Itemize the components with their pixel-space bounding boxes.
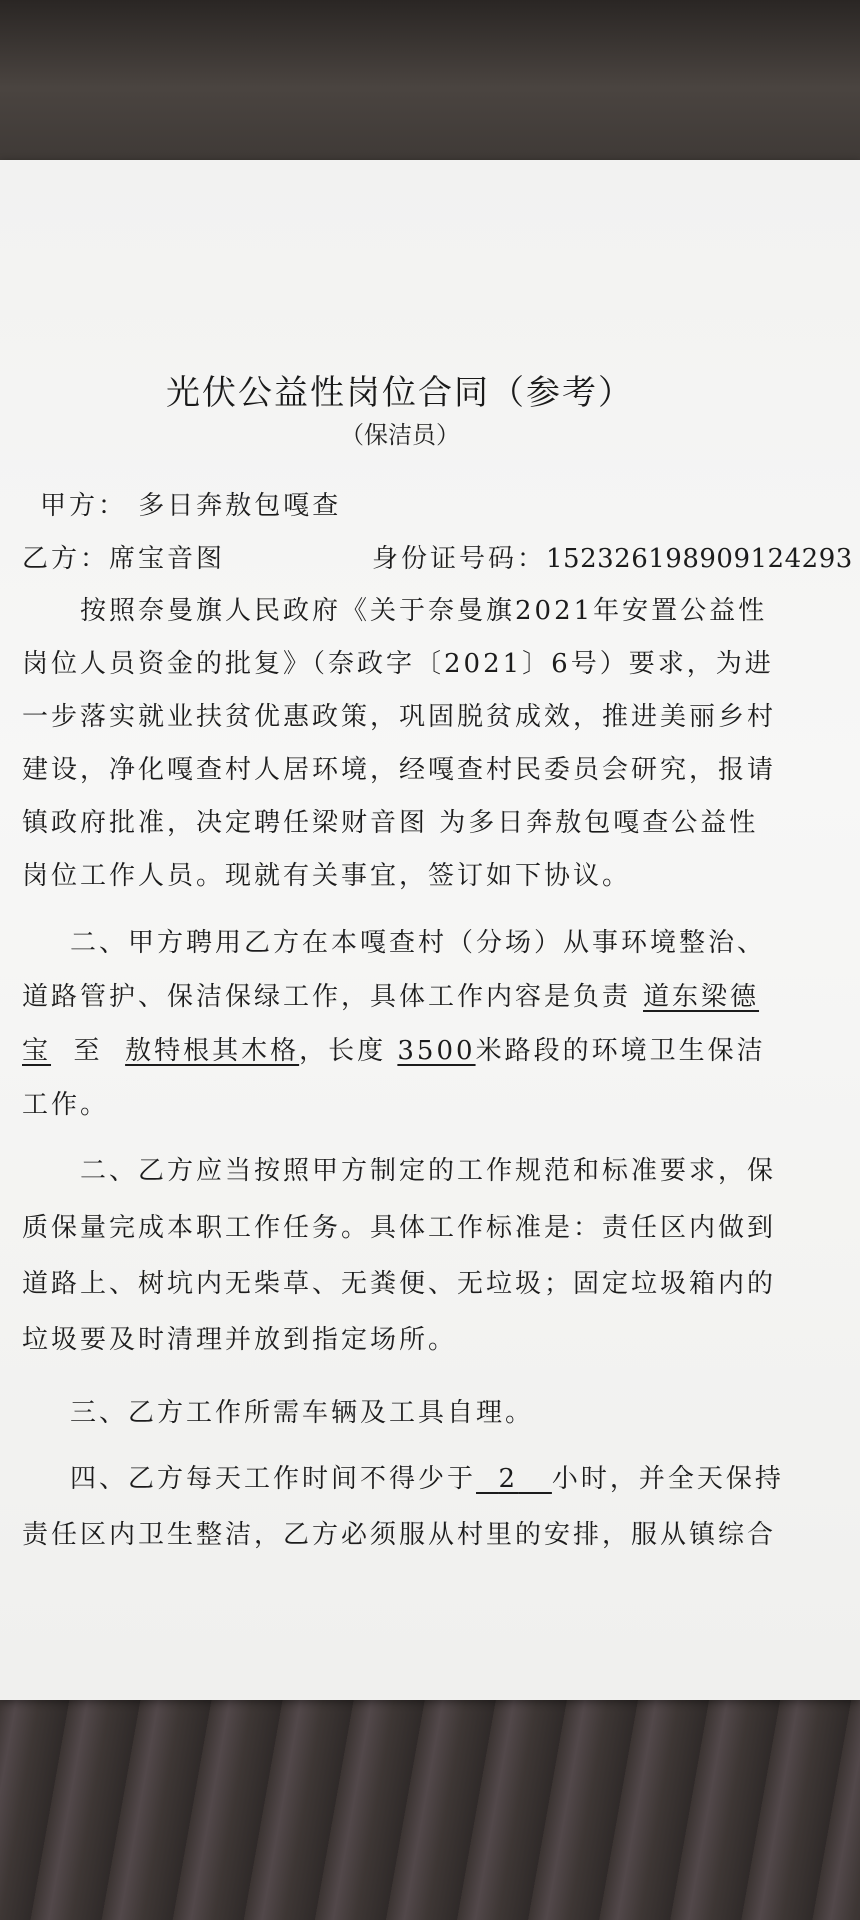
clause-4-line-2: 责任区内卫生整洁，乙方必须服从村里的安排，服从镇综合	[22, 1520, 777, 1550]
id-label: 身份证号码：	[372, 544, 547, 574]
intro-line-3: 一步落实就业扶贫优惠政策，巩固脱贫成效，推进美丽乡村	[22, 702, 777, 732]
intro-line-2: 岗位人员资金的批复》（奈政字〔2021〕6号）要求，为进	[22, 649, 774, 679]
intro-line-4: 建设，净化嘎查村人居环境，经嘎查村民委员会研究，报请	[22, 755, 777, 785]
party-b-line	[22, 538, 853, 575]
length-label: ，长度	[299, 1036, 387, 1066]
clause-4-line-1	[70, 1458, 784, 1495]
background-top	[0, 0, 860, 175]
document-title: 光伏公益性岗位合同（参考）	[166, 373, 634, 413]
to-label: 至	[73, 1036, 103, 1066]
intro-line-5: 镇政府批准，决定聘任梁财音图 为多日奔敖包嘎查公益性	[22, 808, 759, 838]
length-suffix: 米路段的环境卫生保洁	[475, 1036, 766, 1066]
road-start-part-2: 宝	[22, 1036, 52, 1066]
clause-2-line-3: 道路上、树坑内无柴草、无粪便、无垃圾；固定垃圾箱内的	[22, 1269, 777, 1299]
intro-line-6: 岗位工作人员。现就有关事宜，签订如下协议。	[22, 861, 632, 891]
party-a-name: 多日奔敖包嘎查	[138, 491, 342, 521]
intro-line-1: 按照奈曼旗人民政府《关于奈曼旗2021年安置公益性	[80, 596, 768, 626]
clause-1-line-2	[22, 976, 759, 1013]
party-a-label: 甲方：	[40, 491, 128, 521]
party-b-name: 席宝音图	[109, 544, 226, 574]
clause-4-pre: 四、乙方每天工作时间不得少于	[70, 1464, 477, 1494]
clause-1-line-2-text: 道路管护、保洁保绿工作，具体工作内容是负责	[22, 982, 632, 1012]
clause-3: 三、乙方工作所需车辆及工具自理。	[70, 1398, 535, 1428]
clause-2-line-2: 质保量完成本职工作任务。具体工作标准是：责任区内做到	[22, 1213, 777, 1243]
id-number-group	[372, 538, 853, 575]
road-end: 敖特根其木格	[125, 1036, 300, 1066]
clause-4-post: 小时，并全天保持	[551, 1464, 784, 1494]
document-subtitle: （保洁员）	[340, 421, 460, 449]
party-a-line	[40, 485, 341, 522]
road-start-part-1: 道东梁德	[643, 982, 760, 1012]
clause-1-line-4: 工作。	[22, 1090, 110, 1120]
id-number: 152326198909124293	[546, 544, 853, 574]
clause-2-line-4: 垃圾要及时清理并放到指定场所。	[22, 1325, 458, 1355]
work-hours	[476, 1464, 552, 1494]
party-b-label: 乙方：	[22, 544, 110, 574]
clause-2-line-1: 二、乙方应当按照甲方制定的工作规范和标准要求，保	[80, 1156, 777, 1186]
clause-1-line-3	[22, 1030, 766, 1067]
work-hours-value: 2	[498, 1464, 519, 1494]
background-fabric	[0, 1690, 860, 1920]
clause-1-line-1: 二、甲方聘用乙方在本嘎查村（分场）从事环境整治、	[70, 928, 767, 958]
road-length: 3500	[397, 1036, 476, 1066]
